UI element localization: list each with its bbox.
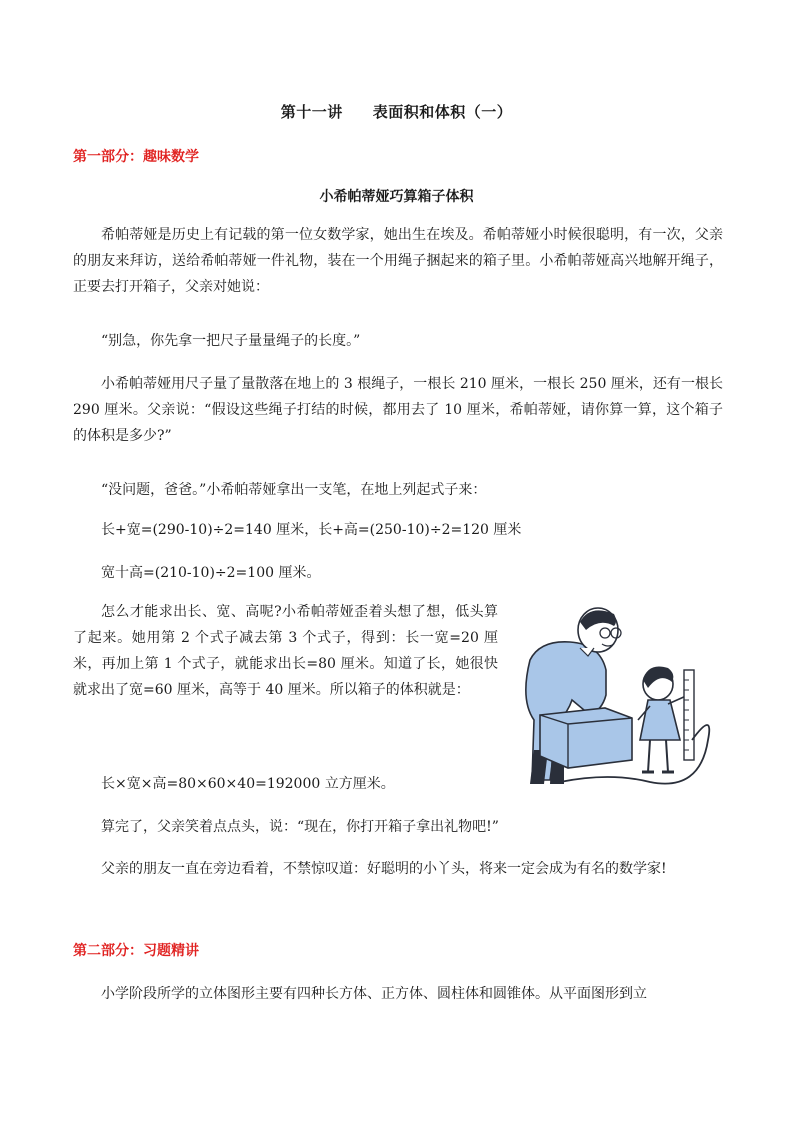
ruler <box>684 670 694 760</box>
equation-2: 宽十高=(210-10)÷2=100 厘米。 <box>101 565 321 581</box>
equation-3: 长×宽×高=80×60×40=192000 立方厘米。 <box>101 776 395 792</box>
story-paragraph-7: 父亲的朋友一直在旁边看着，不禁惊叹道：好聪明的小丫头，将来一定会成为有名的数学家! <box>101 861 667 877</box>
section-heading-part1: 第一部分：趣味数学 <box>73 149 199 165</box>
story-paragraph-6: 算完了，父亲笑着点点头，说：“现在，你打开箱子拿出礼物吧!” <box>101 819 499 835</box>
story-paragraph-1: 希帕蒂娅是历史上有记载的第一位女数学家，她出生在埃及。希帕蒂娅小时候很聪明，有一次，父亲的朋友来拜访，送给希帕蒂娅一件礼物，装在一个用绳子捆起来的箱子里。小希帕蒂娅高兴地解开绳子，正要去打开箱子，父亲对她说： <box>73 227 723 295</box>
story-paragraph-2: “别急，你先拿一把尺子量量绳子的长度。” <box>101 333 361 349</box>
story-title: 小希帕蒂娅巧算箱子体积 <box>319 189 474 205</box>
exercise-intro-paragraph: 小学阶段所学的立体图形主要有四种长方体、正方体、圆柱体和圆锥体。从平面图形到立 <box>101 986 647 1002</box>
story-paragraph-4: “没问题，爸爸。”小希帕蒂娅拿出一支笔，在地上列起式子来： <box>101 482 487 498</box>
story-paragraph-5: 怎么才能求出长、宽、高呢?小希帕蒂娅歪着头想了想，低头算了起来。她用第 2 个式子减去第 3 个式子，得到：长一宽=20 厘米，再加上第 1 个式子，就能求出长=80 厘米。知道了长，她很快就求出了宽=60 厘米，高等于 40 厘米。所以箱子的体积就是： <box>73 604 498 698</box>
gift-box <box>540 708 632 768</box>
father-daughter-measuring-illustration <box>510 600 725 790</box>
section-heading-part2: 第二部分：习题精讲 <box>73 943 199 959</box>
lecture-number: 第十一讲 <box>280 103 343 121</box>
page-title <box>0 101 793 122</box>
story-paragraph-3: 小希帕蒂娅用尺子量了量散落在地上的 3 根绳子，一根长 210 厘米，一根长 250 厘米，还有一根长 290 厘米。父亲说：“假设这些绳子打结的时候，都用去了 10 厘米，希帕蒂娅，请你算一算，这个箱子的体积是多少?” <box>73 376 723 444</box>
lecture-topic: 表面积和体积（一） <box>372 103 513 121</box>
equation-1: 长+宽=(290-10)÷2=140 厘米，长+高=(250-10)÷2=120 厘米 <box>101 522 522 538</box>
girl-dress <box>640 700 680 740</box>
